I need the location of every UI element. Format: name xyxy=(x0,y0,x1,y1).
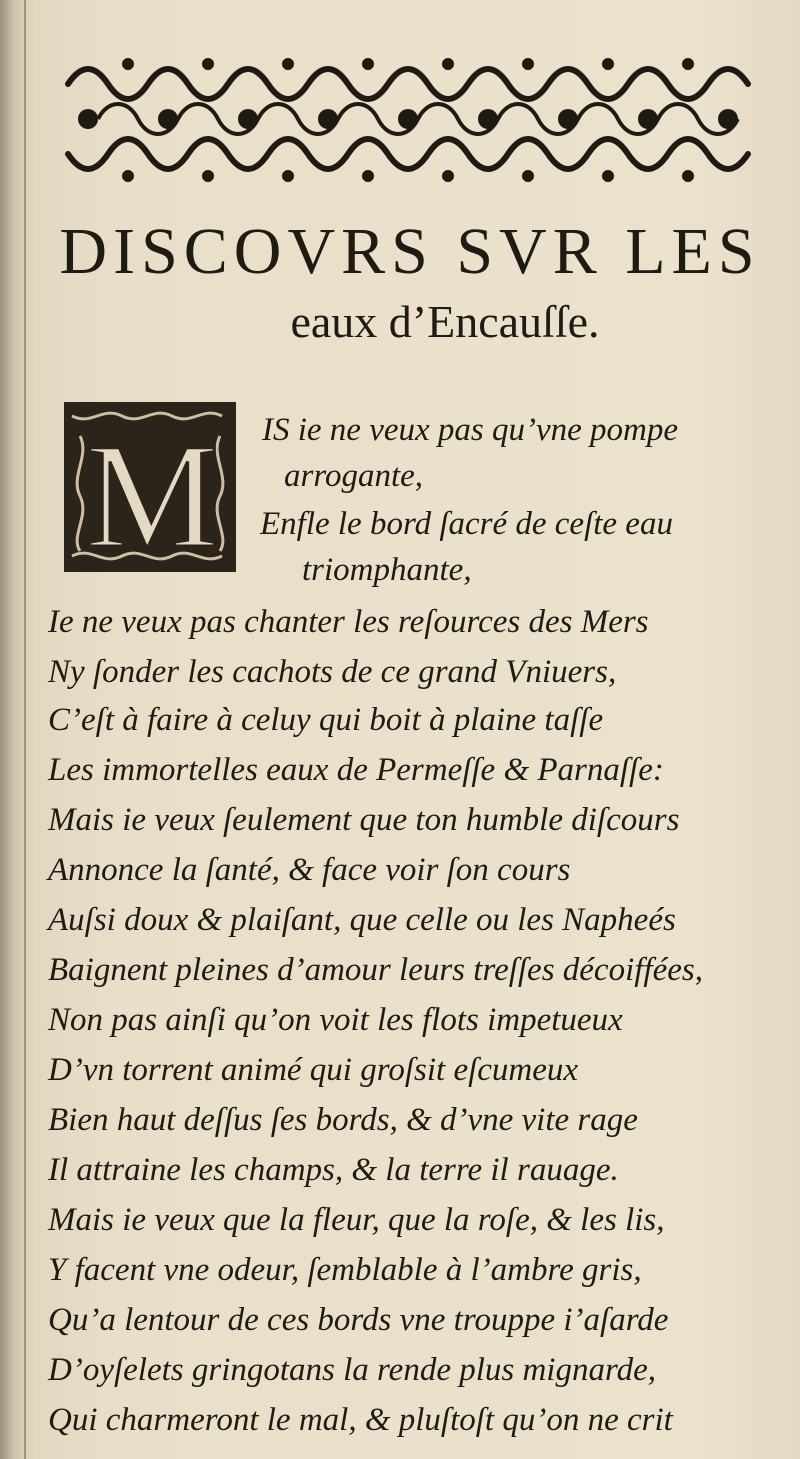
poem-line: IS ie ne veux pas qu’vne pompe xyxy=(262,412,678,448)
dropcap-letter: M xyxy=(85,413,219,579)
poem-line: Ny ſonder les cachots de ce grand Vniuers, xyxy=(48,654,617,690)
poem-line: C’eſt à faire à celuy qui boit à plaine taſſe xyxy=(48,702,604,738)
poem-line: Annonce la ſanté, & face voir ſon cours xyxy=(48,852,571,888)
poem-line: D’oyſelets gringotans la rende plus mignarde, xyxy=(48,1352,656,1388)
poem-line: Qu’a lentour de ces bords vne trouppe i’aſarde xyxy=(48,1302,669,1338)
poem-line: Mais ie veux ſeulement que ton humble diſcours xyxy=(48,802,680,838)
poem-line: Auſsi doux & plaiſant, que celle ou les Napheés xyxy=(48,902,676,938)
poem-line: Y facent vne odeur, ſemblable à l’ambre gris, xyxy=(48,1252,642,1288)
chapter-title-line-1: DISCOVRS SVR LES xyxy=(59,215,761,288)
poem-line: triomphante, xyxy=(302,552,472,588)
poem-line: Ie ne veux pas chanter les reſources des Mers xyxy=(48,604,649,640)
poem-line: Non pas ainſi qu’on voit les flots impetueux xyxy=(48,1002,623,1038)
poem-line: arrogante, xyxy=(284,458,424,494)
poem-line: Les immortelles eaux de Permeſſe & Parnaſſe: xyxy=(48,752,664,788)
poem-line: Il attraine les champs, & la terre il rauage. xyxy=(48,1152,619,1188)
poem-line: Qui charmeront le mal, & pluſtoſt qu’on ne crit xyxy=(48,1402,673,1438)
poem-line: Enfle le bord ſacré de ceſte eau xyxy=(260,506,673,542)
poem-line: Mais ie veux que la fleur, que la roſe, & les lis, xyxy=(48,1202,665,1238)
poem-line: D’vn torrent animé qui groſsit eſcumeux xyxy=(48,1052,579,1088)
poem-line: Baignent pleines d’amour leurs treſſes décoiffées, xyxy=(48,952,703,988)
chapter-title-line-2: eaux d’Encauſſe. xyxy=(290,296,600,347)
poem-line: Bien haut deſſus ſes bords, & d’vne vite rage xyxy=(48,1102,638,1138)
